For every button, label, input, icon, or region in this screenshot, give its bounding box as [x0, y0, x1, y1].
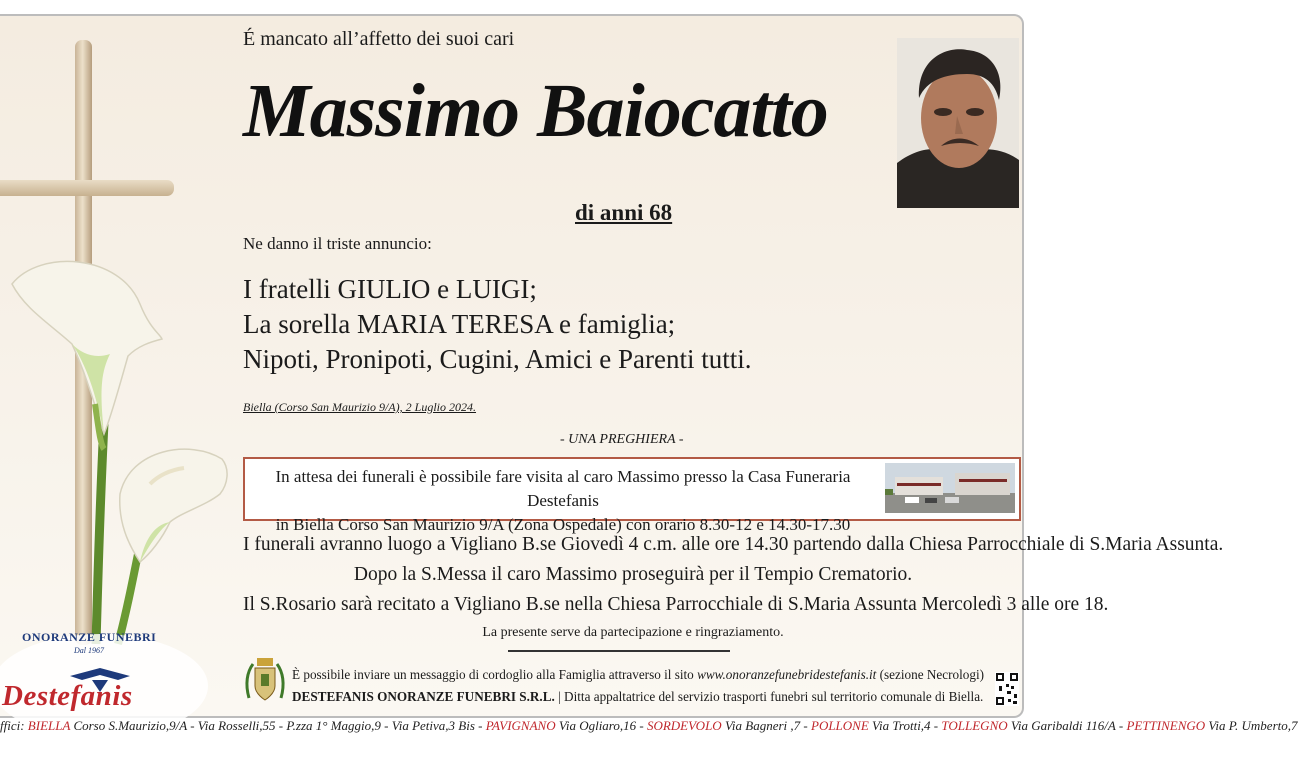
footer-segment: ffici:	[0, 718, 28, 733]
footer-segment: Via Trotti,4 -	[868, 718, 942, 733]
visiting-hours-box	[243, 457, 1021, 534]
qr-code[interactable]	[995, 672, 1019, 706]
announcement-label: Ne danno il triste annuncio:	[243, 234, 432, 253]
footer-segment: Via Bagneri ,7 -	[721, 718, 811, 733]
municipal-crest-icon	[243, 654, 287, 708]
footer-segment: PETTINENGO	[1126, 718, 1206, 733]
condolence-line: È possibile inviare un messaggio di cordoglio alla Famiglia attraverso il sito www.onoranzefunebridestefanis.it (sezione Necrologi)	[292, 667, 984, 682]
website-link[interactable]: www.onoranzefunebridestefanis.it	[697, 667, 877, 682]
funeral-home-photo	[885, 463, 1015, 513]
calla-lilies-illustration	[0, 244, 240, 644]
family-line: Nipoti, Pronipoti, Cugini, Amici e Parenti tutti.	[243, 344, 752, 374]
funeral-line: Dopo la S.Messa il caro Massimo proseguirà per il Tempio Crematorio.	[353, 564, 913, 585]
footer-segment: Via Ogliaro,16 -	[555, 718, 647, 733]
family-list	[243, 272, 752, 377]
funeral-details	[243, 530, 1224, 620]
visiting-line: in Biella Corso San Maurizio 9/A (Zona Ospedale) con orario 8.30-12 e 14.30-17.30	[275, 515, 851, 534]
funeral-line: I funerali avranno luogo a Vigliano B.se Giovedì 4 c.m. alle ore 14.30 partendo dalla Chiesa Parrocchiale di S.Maria Assunta.	[243, 534, 1224, 555]
deceased-name: Massimo Baiocatto	[243, 69, 828, 153]
visiting-line: In attesa dei funerali è possibile fare visita al caro Massimo presso la Casa Funeraria Destefanis	[275, 467, 851, 510]
company-line: DESTEFANIS ONORANZE FUNEBRI S.R.L. | Ditta appaltatrice del servizio trasporti funebri sul territorio comunale di Biella.	[292, 689, 984, 704]
intro-text: É mancato all’affetto dei suoi cari	[243, 28, 515, 50]
footer-addresses	[0, 718, 1298, 734]
company-name: DESTEFANIS ONORANZE FUNEBRI S.R.L.	[292, 689, 555, 704]
age-text: di anni 68	[575, 200, 673, 225]
footer-segment: TOLLEGNO	[941, 718, 1008, 733]
footer-segment: BIELLA	[27, 718, 71, 733]
logo-name: Destefanis	[2, 680, 133, 712]
footer-segment: Via Garibaldi 116/A -	[1007, 718, 1127, 733]
logo-since: Dal 1967	[74, 646, 104, 655]
footer-segment: Corso S.Maurizio,9/A - Via Rosselli,55 - P.zza 1° Maggio,9 - Via Petiva,3 Bis -	[70, 718, 486, 733]
logo-tagline: ONORANZE FUNEBRI	[22, 630, 157, 644]
footer-segment: PAVIGNANO	[485, 718, 556, 733]
family-line: La sorella MARIA TERESA e famiglia;	[243, 309, 676, 339]
family-line: I fratelli GIULIO e LUIGI;	[243, 274, 537, 304]
cross-horizontal	[0, 180, 174, 196]
thanks-text: La presente serve da partecipazione e ringraziamento.	[482, 625, 784, 640]
obituary-card	[0, 14, 1224, 718]
place-date: Biella (Corso San Maurizio 9/A), 2 Luglio 2024.	[243, 400, 477, 414]
prayer-heading: - UNA PREGHIERA -	[560, 432, 684, 447]
portrait-photo	[897, 38, 1019, 208]
funeral-line: Il S.Rosario sarà recitato a Vigliano B.se nella Chiesa Parrocchiale di S.Maria Assunta Mercoledì 3 alle ore 18.	[243, 594, 1109, 615]
footer-segment: Via P. Umberto,7	[1205, 718, 1298, 733]
footer-segment: POLLONE	[811, 718, 869, 733]
divider	[508, 650, 730, 652]
footer-segment: SORDEVOLO	[646, 718, 722, 733]
visiting-hours-text	[253, 465, 873, 537]
